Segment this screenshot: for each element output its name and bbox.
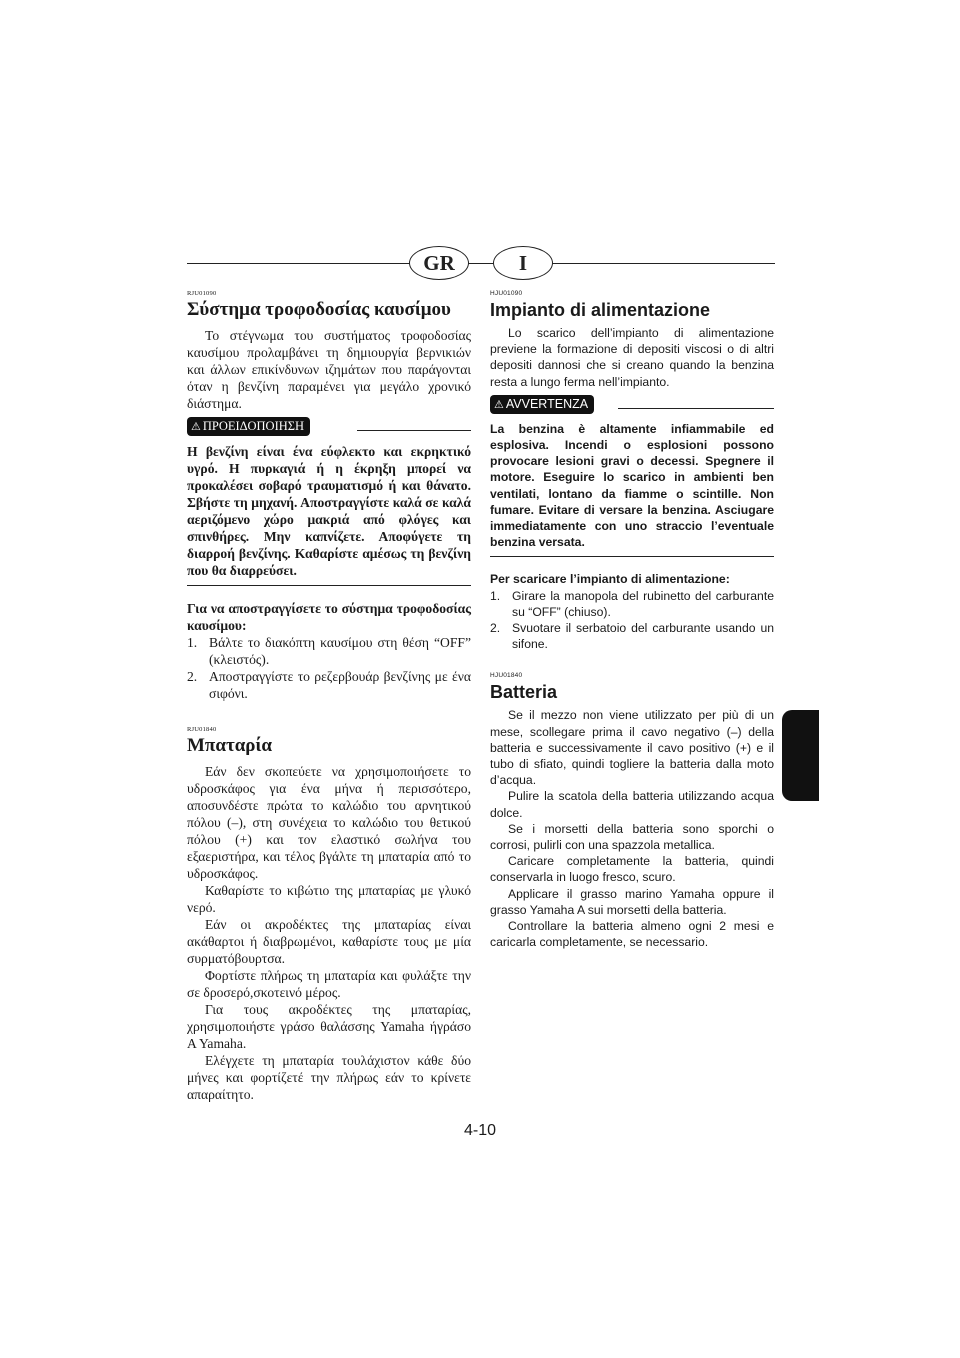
- fuel-system-intro: Lo scarico dell’impianto di alimentazione previene la formazione di depositi viscosi o di altri depositi dannosi che si creano quando la benzina resta a lungo ferma nell’impianto.: [490, 326, 774, 389]
- battery-paragraph: Se il mezzo non viene utilizzato per più di un mese, scollegare prima il cavo negativo (–) della batteria e successivamente il cavo positivo (+) e il tubo di sfiato, quindi togliere la batteria dalla moto d’acqua.: [490, 708, 774, 788]
- section-title-fuel-system: Σύστημα τροφοδοσίας καυσίμου: [187, 299, 451, 320]
- warning-label: ΠΡΟΕΙΔΟΠΟΙΗΣΗ: [202, 419, 305, 433]
- warning-text: La benzina è altamente infiammabile ed esplosiva. Incendi o esplosioni possono provocare lesioni gravi o decessi. Spegnere il motore. Eseguire lo scarico in ambienti ben ventilati, lontano da fiamme o scintille. Non fumare. Evitare di versare la benzina. Asciugare immediatamente con uno straccio l’eventuale benzina versata.: [490, 421, 774, 550]
- fuel-system-intro: Το στέγνωμα του συστήματος τροφοδοσίας καυσίμου προλαμβάνει τη δημιουργία βερνικιών και άλλων επικίνδυνων ιζημάτων που παράγονται όταν η βενζίνη παραμένει για μεγάλο χρονικό διάστημα.: [187, 328, 471, 411]
- section-code: HJU01090: [490, 290, 523, 297]
- header-rule: [187, 263, 775, 264]
- battery-paragraph: Για τους ακροδέκτες της μπαταρίας, χρησιμοποιήστε γράσο θαλάσσης Yamaha ήγράσο A Yamaha.: [187, 1002, 471, 1051]
- procedure-steps: [490, 588, 774, 653]
- italian-column: [490, 290, 774, 951]
- page-header: [187, 246, 775, 282]
- warning-label: AVVERTENZA: [505, 396, 589, 411]
- greek-column: [187, 290, 471, 1103]
- battery-paragraph: Καθαρίστε το κιβώτιο της μπαταρίας με γλυκό νερό.: [187, 883, 471, 915]
- battery-paragraph: Se i morsetti della batteria sono sporchi o corrosi, pulirli con una spazzola metallica.: [490, 821, 774, 853]
- warning-badge: [187, 417, 310, 436]
- battery-paragraph: Pulire la scatola della batteria utilizzando acqua dolce.: [490, 789, 774, 820]
- language-badge-gr: GR: [409, 246, 469, 280]
- section-code: RJU01840: [187, 726, 217, 733]
- section-code: RJU01090: [187, 290, 217, 297]
- warning-rule: [357, 430, 471, 431]
- warning-end-rule: [490, 556, 774, 557]
- procedure-step: 1. Girare la manopola del rubinetto del carburante su “OFF” (chiuso).: [490, 588, 774, 619]
- battery-paragraph: Εάν δεν σκοπεύετε να χρησιμοποιήσετε το υδροσκάφος για ένα μήνα ή περισσότερο, αποσυνδέστε πρώτα το καλώδιο του αρνητικού πόλου (–), στη συνέχεια το καλώδιο του θετικού πόλου (+) και τον ελαστικό σωλήνα του εξαεριστήρα, και τέλος βγάλτε τη μπαταρία από το υδροσκάφος.: [187, 764, 471, 881]
- page-number: 4-10: [463, 1122, 497, 1139]
- warning-badge: [490, 395, 594, 414]
- language-badge-i: I: [493, 246, 553, 280]
- battery-paragraph: Applicare il grasso marino Yamaha oppure il grasso Yamaha A sui morsetti della batteria.: [490, 886, 774, 917]
- battery-paragraph: Caricare completamente la batteria, quindi conservarla in luogo fresco, scuro.: [490, 854, 774, 885]
- warning-end-rule: [187, 585, 471, 586]
- warning-header: [490, 395, 774, 415]
- section-title-fuel-system: Impianto di alimentazione: [490, 300, 711, 320]
- procedure-step: 1. Βάλτε το διακόπτη καυσίμου στη θέση “OFF” (κλειστός).: [187, 635, 471, 667]
- procedure-steps: [187, 634, 471, 702]
- procedure-title: Per scaricare l’impianto di alimentazione:: [490, 572, 730, 587]
- section-title-battery: Μπαταρία: [187, 735, 272, 756]
- procedure-step: 2. Αποστραγγίστε το ρεζερβουάρ βενζίνης με ένα σιφόνι.: [187, 669, 471, 701]
- warning-rule: [618, 408, 774, 409]
- procedure-step: 2. Svuotare il serbatoio del carburante usando un sifone.: [490, 621, 774, 652]
- warning-triangle-icon: ⚠: [494, 398, 504, 411]
- battery-paragraph: Ελέγχετε τη μπαταρία τουλάχιστον κάθε δύο μήνες και φορτίζετέ την πλήρως εάν το κρίνετε απαραίτητο.: [187, 1053, 471, 1102]
- warning-header: [187, 417, 471, 437]
- battery-paragraph: Φορτίστε πλήρως τη μπαταρία και φυλάξτε την σε δροσερό,σκοτεινό μέρος.: [187, 968, 471, 1000]
- warning-text: Η βενζίνη είναι ένα εύφλεκτο και εκρηκτικό υγρό. Η πυρκαγιά ή η έκρηξη μπορεί να προκαλέσει σοβαρό τραυματισμό ή και θάνατο. Σβήστε τη μηχανή. Αποστραγγίστε καλά σε καλά αεριζόμενο χώρο μακριά από φλόγες και σπινθήρες. Μην καπνίζετε. Αποφύγετε τη διαρροή βενζίνης. Καθαρίστε αμέσως τη βενζίνη που θα διαρρεύσει.: [187, 444, 471, 578]
- battery-paragraph: Controllare la batteria almeno ogni 2 mesi e caricarla completamente, se necessario.: [490, 919, 774, 950]
- warning-triangle-icon: ⚠: [191, 421, 201, 433]
- battery-paragraph: Εάν οι ακροδέκτες της μπαταρίας είναι ακάθαρτοι ή διαβρωμένοι, καθαρίστε τους με μία συρματόβουρτσα.: [187, 917, 471, 966]
- chapter-tab: [782, 710, 819, 801]
- section-title-battery: Batteria: [490, 682, 558, 703]
- section-code: HJU01840: [490, 672, 523, 680]
- procedure-title: Για να αποστραγγίσετε το σύστημα τροφοδοσίας καυσίμου:: [187, 601, 471, 633]
